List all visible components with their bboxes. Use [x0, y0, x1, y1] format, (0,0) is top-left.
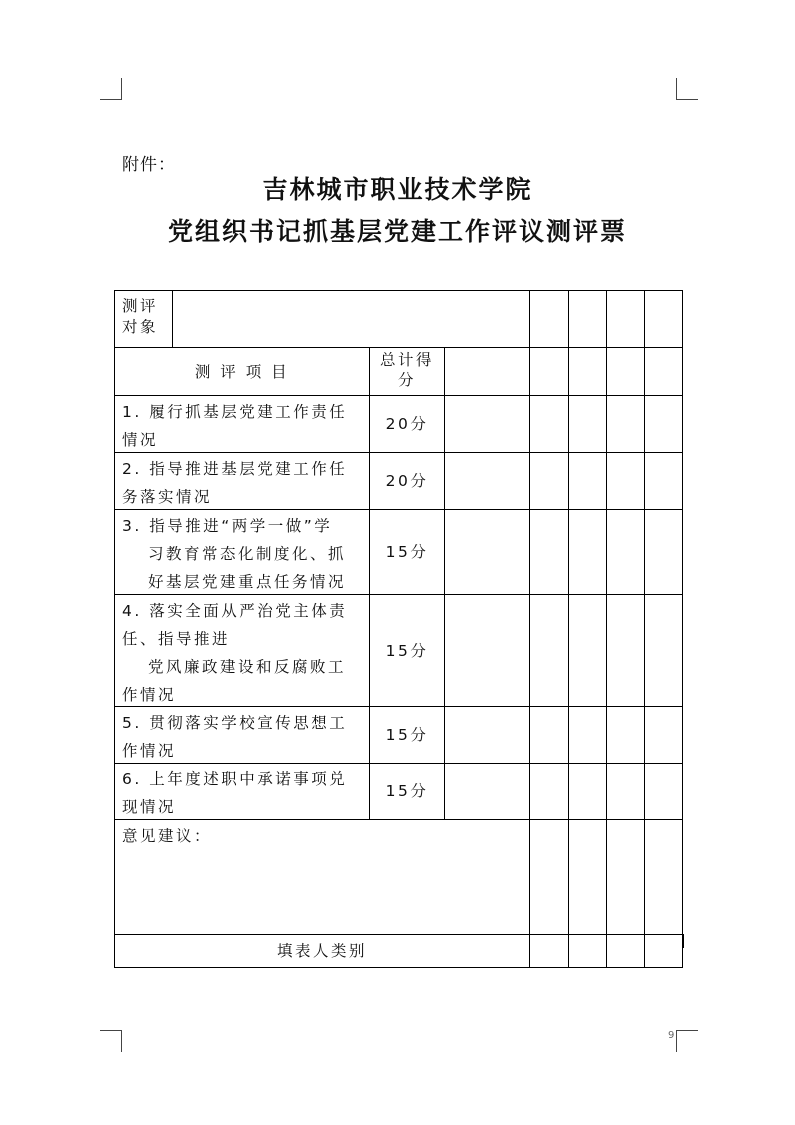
item-row-6 — [122, 765, 368, 821]
table-border — [606, 290, 607, 968]
crop-mark — [676, 1030, 677, 1052]
item-text: 党风廉政建设和反腐败工 — [148, 658, 347, 676]
table-border — [644, 290, 645, 968]
page-number: 9 — [668, 1030, 675, 1041]
item-score: 15分 — [385, 726, 429, 744]
item-text: 6. 上年度述职中承诺事项兑 — [122, 770, 348, 788]
item-score: 20分 — [385, 415, 429, 433]
item-score: 20分 — [385, 472, 429, 490]
item-text: 习教育常态化制度化、抓 — [148, 545, 347, 563]
item-text: 1. 履行抓基层党建工作责任 — [122, 403, 348, 421]
table-border — [444, 347, 445, 820]
item-text: 情况 — [122, 431, 159, 449]
table-border — [114, 290, 683, 291]
crop-mark — [676, 1030, 698, 1031]
table-border — [529, 290, 530, 968]
subject-label-line: 测评 — [122, 297, 159, 315]
item-text: 好基层党建重点任务情况 — [148, 573, 347, 591]
item-text: 4. 落实全面从严治党主体责 — [122, 602, 348, 620]
item-row-3 — [122, 512, 368, 596]
score-column-header — [370, 350, 444, 390]
table-border — [682, 290, 683, 968]
table-border — [568, 290, 569, 968]
table-border — [114, 290, 115, 968]
table-border — [114, 347, 683, 348]
crop-mark — [121, 1030, 122, 1052]
crop-mark — [100, 99, 122, 100]
item-score: 15分 — [385, 642, 429, 660]
crop-mark — [100, 1030, 122, 1031]
item-score: 15分 — [385, 543, 429, 561]
subject-label — [122, 296, 158, 338]
item-row-5 — [122, 709, 368, 765]
crop-mark — [676, 99, 698, 100]
score-header-line: 总计得 — [379, 351, 434, 369]
attachment-label: 附件： — [122, 155, 176, 175]
page-title: 吉林城市职业技术学院 — [262, 175, 533, 204]
table-border — [114, 395, 683, 396]
subject-label-line: 对象 — [122, 318, 159, 336]
table-border — [114, 934, 683, 935]
item-text: 务落实情况 — [122, 488, 213, 506]
item-column-header: 测 评 项 目 — [194, 363, 290, 381]
item-row-2 — [122, 455, 368, 511]
item-text: 任、指导推进 — [122, 630, 231, 648]
opinion-label: 意见建议： — [122, 827, 213, 845]
table-border — [682, 934, 684, 948]
item-text: 现情况 — [122, 798, 177, 816]
filler-category-label: 填表人类别 — [276, 942, 367, 960]
page-subtitle: 党组织书记抓基层党建工作评议测评票 — [167, 217, 627, 246]
item-row-4 — [122, 597, 368, 709]
item-text: 作情况 — [122, 686, 177, 704]
score-header-line: 分 — [397, 371, 416, 389]
item-row-1 — [122, 398, 368, 454]
item-text: 3. 指导推进“两学一做”学 — [122, 517, 333, 535]
table-border — [114, 967, 683, 968]
crop-mark — [676, 78, 677, 100]
crop-mark — [121, 78, 122, 100]
item-score: 15分 — [385, 782, 429, 800]
table-border — [172, 290, 173, 347]
item-text: 2. 指导推进基层党建工作任 — [122, 460, 348, 478]
item-text: 5. 贯彻落实学校宣传思想工 — [122, 714, 348, 732]
item-text: 作情况 — [122, 742, 177, 760]
